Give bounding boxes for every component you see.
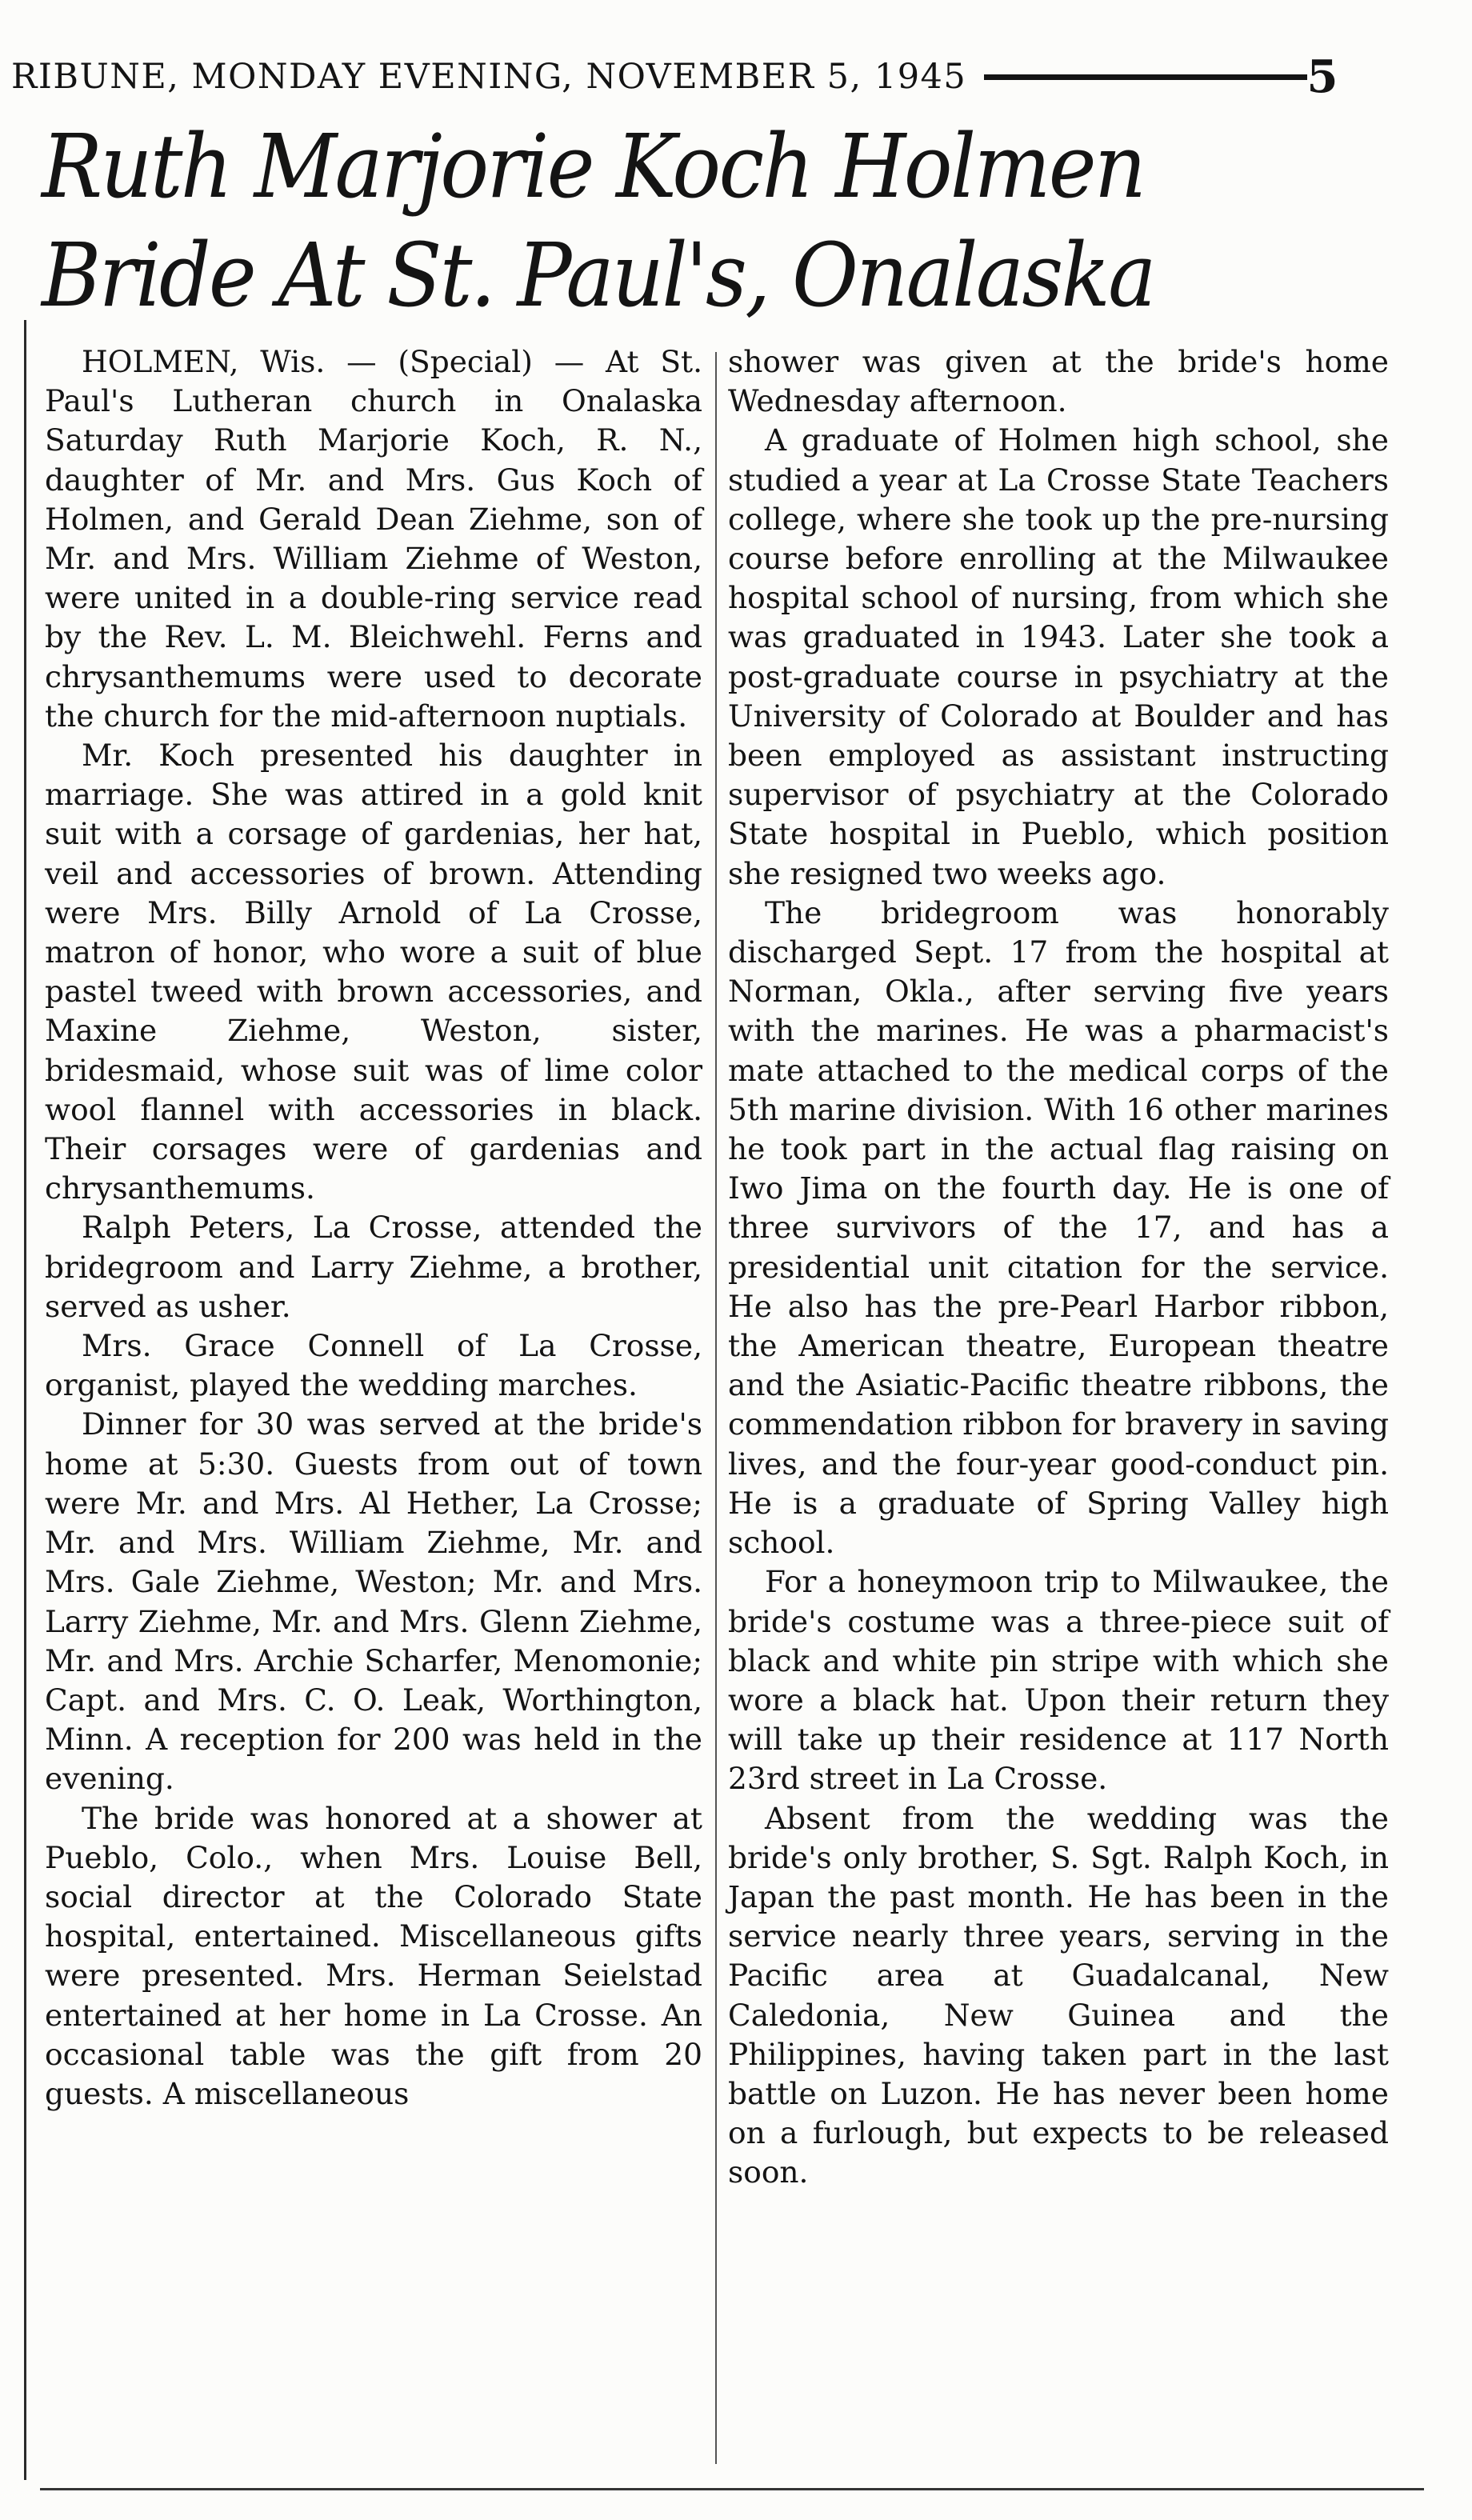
article-paragraph: The bridegroom was honorably discharged Sept. 17 from the hospital at Norman, Okla., after serving five years with the marines. He was a pharmacist's mate attached to the medical corps of the 5th marine division. With 16 other marines he took part in the actual flag raising on Iwo Jima on the fourth day. He is one of three survivors of the 17, and has a presidential unit citation for the service. He also has the pre-Pearl Harbor ribbon, the American theatre, European theatre and the Asiatic-Pacific theatre ribbons, the commendation ribbon for bravery in saving lives, and the four-year good-conduct pin. He is a graduate of Spring Valley high school. <box>728 894 1389 1561</box>
article-paragraph: HOLMEN, Wis. — (Special) — At St. Paul's Lutheran church in Onalaska Saturday Ruth Marjorie Koch, R. N., daughter of Mr. and Mrs. Gus Koch of Holmen, and Gerald Dean Ziehme, son of Mr. and Mrs. William Ziehme of Weston, were united in a double-ring service read by the Rev. L. M. Bleichwehl. Ferns and chrysanthemums were used to decorate the church for the mid-afternoon nuptials. <box>45 344 702 734</box>
page-number: 5 <box>1306 50 1339 103</box>
article-column-right <box>728 342 1389 2193</box>
masthead-dateline: RIBUNE, MONDAY EVENING, NOVEMBER 5, 1945 <box>11 57 967 97</box>
article-paragraph: Mrs. Grace Connell of La Crosse, organist, played the wedding marches. <box>45 1328 702 1403</box>
article-paragraph: Ralph Peters, La Crosse, attended the bridegroom and Larry Ziehme, a brother, served as usher. <box>45 1210 702 1324</box>
masthead-rule <box>984 74 1306 80</box>
article-paragraph: For a honeymoon trip to Milwaukee, the bride's costume was a three-piece suit of black and white pin stripe with which she wore a black hat. Upon their return they will take up their residence at 117 North 23rd street in La Crosse. <box>728 1564 1389 1797</box>
headline-line-1: Ruth Marjorie Koch Holmen <box>42 115 1145 218</box>
headline <box>42 112 1322 330</box>
column-divider <box>715 352 717 2464</box>
masthead <box>11 50 1339 103</box>
headline-line-2: Bride At St. Paul's, Onalaska <box>42 224 1154 326</box>
article-paragraph: A graduate of Holmen high school, she studied a year at La Crosse State Teachers college, where she took up the pre-nursing course before enrolling at the Milwaukee hospital school of nursing, from which she was graduated in 1943. Later she took a post-graduate course in psychiatry at the University of Colorado at Boulder and has been employed as assistant instructing supervisor of psychiatry at the Colorado State hospital in Pueblo, which position she resigned two weeks ago. <box>728 422 1389 891</box>
article-paragraph: Absent from the wedding was the bride's only brother, S. Sgt. Ralph Koch, in Japan the past month. He has been in the service nearly three years, serving in the Pacific area at Guadalcanal, New Caledonia, New Guinea and the Philippines, having taken part in the last battle on Luzon. He has never been home on a furlough, but expects to be released soon. <box>728 1800 1389 2190</box>
article-paragraph: Dinner for 30 was served at the bride's home at 5:30. Guests from out of town were Mr. and Mrs. Al Hether, La Crosse; Mr. and Mrs. William Ziehme, Mr. and Mrs. Gale Ziehme, Weston; Mr. and Mrs. Larry Ziehme, Mr. and Mrs. Glenn Ziehme, Mr. and Mrs. Archie Scharfer, Menomonie; Capt. and Mrs. C. O. Leak, Worthington, Minn. A reception for 200 was held in the evening. <box>45 1406 702 1797</box>
article-paragraph-continued: shower was given at the bride's home Wednesday afternoon. <box>728 344 1389 419</box>
article-column-left <box>45 342 702 2114</box>
article-paragraph: The bride was honored at a shower at Pueblo, Colo., when Mrs. Louise Bell, social director at the Colorado State hospital, entertained. Miscellaneous gifts were presented. Mrs. Herman Seielstad entertained at her home in La Crosse. An occasional table was the gift from 20 guests. A miscellaneous <box>45 1800 702 2111</box>
left-margin-rule <box>24 320 26 2480</box>
article-paragraph: Mr. Koch presented his daughter in marriage. She was attired in a gold knit suit with a corsage of gardenias, her hat, veil and accessories of brown. Attending were Mrs. Billy Arnold of La Crosse, matron of honor, who wore a suit of blue pastel tweed with brown accessories, and Maxine Ziehme, Weston, sister, bridesmaid, whose suit was of lime color wool flannel with accessories in black. Their corsages were of gardenias and chrysanthemums. <box>45 738 702 1206</box>
bottom-rule <box>40 2488 1424 2490</box>
